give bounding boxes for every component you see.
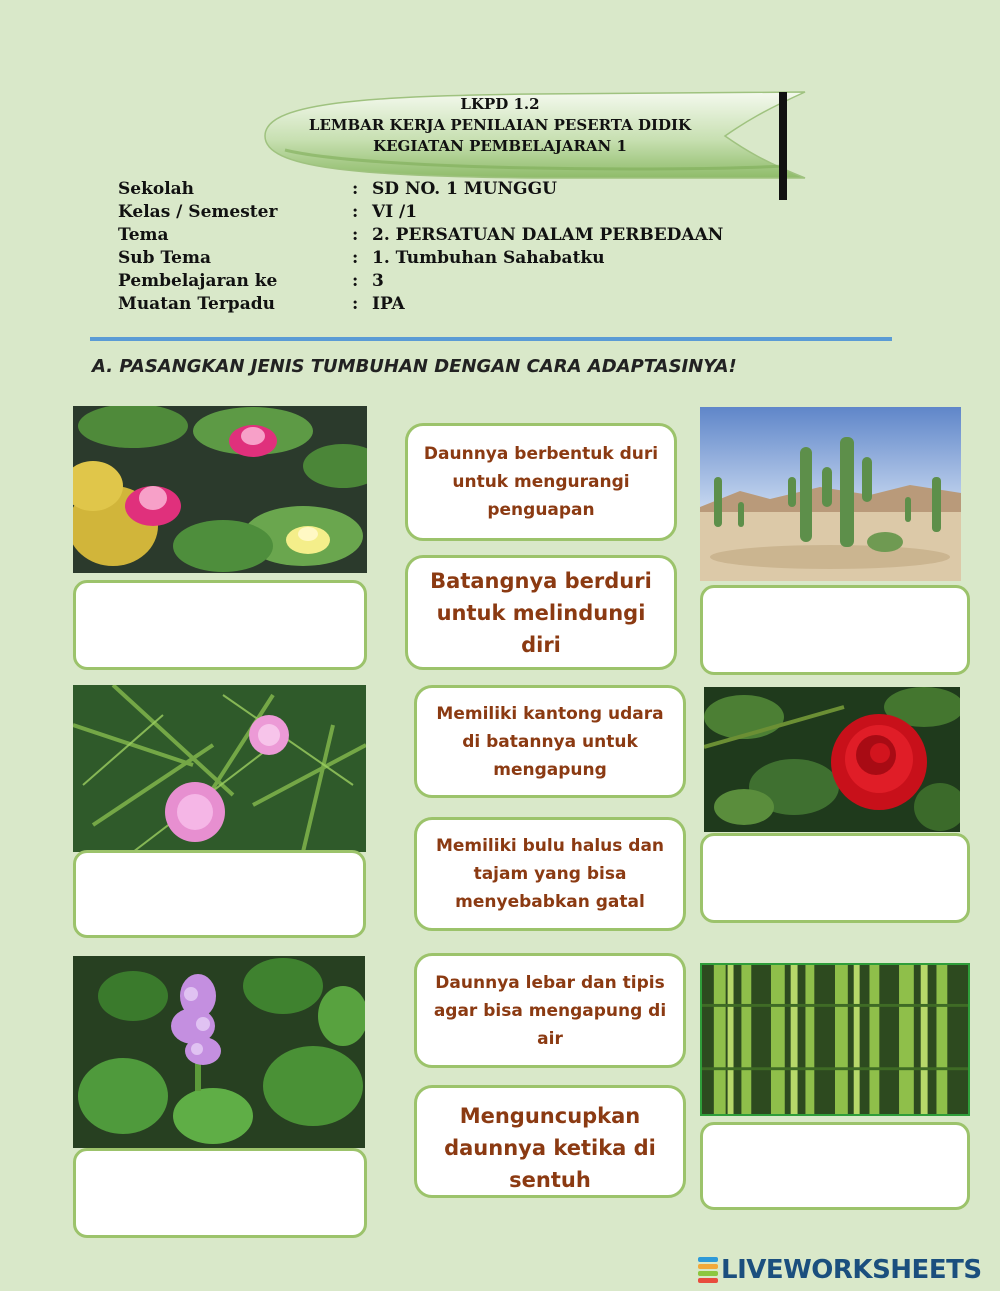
banner-bar xyxy=(779,92,787,200)
info-label: Kelas / Semester xyxy=(118,202,278,222)
header-line-1: LKPD 1.2 xyxy=(460,95,540,113)
info-colon: : xyxy=(352,271,359,291)
option-card-2[interactable]: Batangnya berduri untuk melindungi diri xyxy=(405,555,677,670)
option-card-3[interactable]: Memiliki kantong udara di batannya untuk mengapung xyxy=(414,685,686,798)
water-hyacinth-photo xyxy=(73,956,365,1148)
info-label: Sub Tema xyxy=(118,248,211,268)
answer-box-4[interactable] xyxy=(700,833,970,923)
header-line-2: LEMBAR KERJA PENILAIAN PESERTA DIDIK xyxy=(308,116,692,134)
liveworksheets-logo xyxy=(698,1255,982,1285)
cactus-photo xyxy=(700,407,961,581)
info-label: Tema xyxy=(118,225,169,245)
info-label: Sekolah xyxy=(118,179,195,199)
info-value: VI /1 xyxy=(372,202,418,222)
info-value: SD NO. 1 MUNGGU xyxy=(372,179,557,199)
instruction-text: A. PASANGKAN JENIS TUMBUHAN DENGAN CARA ADAPTASINYA! xyxy=(92,356,737,377)
bamboo-photo xyxy=(700,963,970,1116)
water-lily-photo xyxy=(73,406,367,573)
info-colon: : xyxy=(352,248,359,268)
option-card-4[interactable]: Memiliki bulu halus dan tajam yang bisa menyebabkan gatal xyxy=(414,817,686,931)
info-value: 3 xyxy=(372,271,384,291)
info-value: IPA xyxy=(372,294,405,314)
info-colon: : xyxy=(352,202,359,222)
divider-line xyxy=(90,337,892,341)
answer-box-2[interactable] xyxy=(700,585,970,675)
answer-box-5[interactable] xyxy=(73,1148,367,1238)
rose-photo xyxy=(704,687,960,832)
info-label: Muatan Terpadu xyxy=(118,294,275,314)
info-colon: : xyxy=(352,179,359,199)
header-title xyxy=(250,94,750,157)
info-colon: : xyxy=(352,294,359,314)
info-label: Pembelajaran ke xyxy=(118,271,278,291)
answer-box-1[interactable] xyxy=(73,580,367,670)
answer-box-3[interactable] xyxy=(73,850,366,938)
answer-box-6[interactable] xyxy=(700,1122,970,1210)
logo-text: LIVEWORKSHEETS xyxy=(721,1255,982,1285)
option-card-6[interactable]: Menguncupkan daunnya ketika di sentuh xyxy=(414,1085,686,1198)
info-colon: : xyxy=(352,225,359,245)
info-value: 1. Tumbuhan Sahabatku xyxy=(372,248,605,268)
header-line-3: KEGIATAN PEMBELAJARAN 1 xyxy=(373,137,627,155)
info-value: 2. PERSATUAN DALAM PERBEDAAN xyxy=(372,225,724,245)
option-card-1[interactable]: Daunnya berbentuk duri untuk mengurangi penguapan xyxy=(405,423,677,541)
mimosa-photo xyxy=(73,685,366,852)
option-card-5[interactable]: Daunnya lebar dan tipis agar bisa mengapung di air xyxy=(414,953,686,1068)
logo-mark-icon xyxy=(698,1256,718,1284)
